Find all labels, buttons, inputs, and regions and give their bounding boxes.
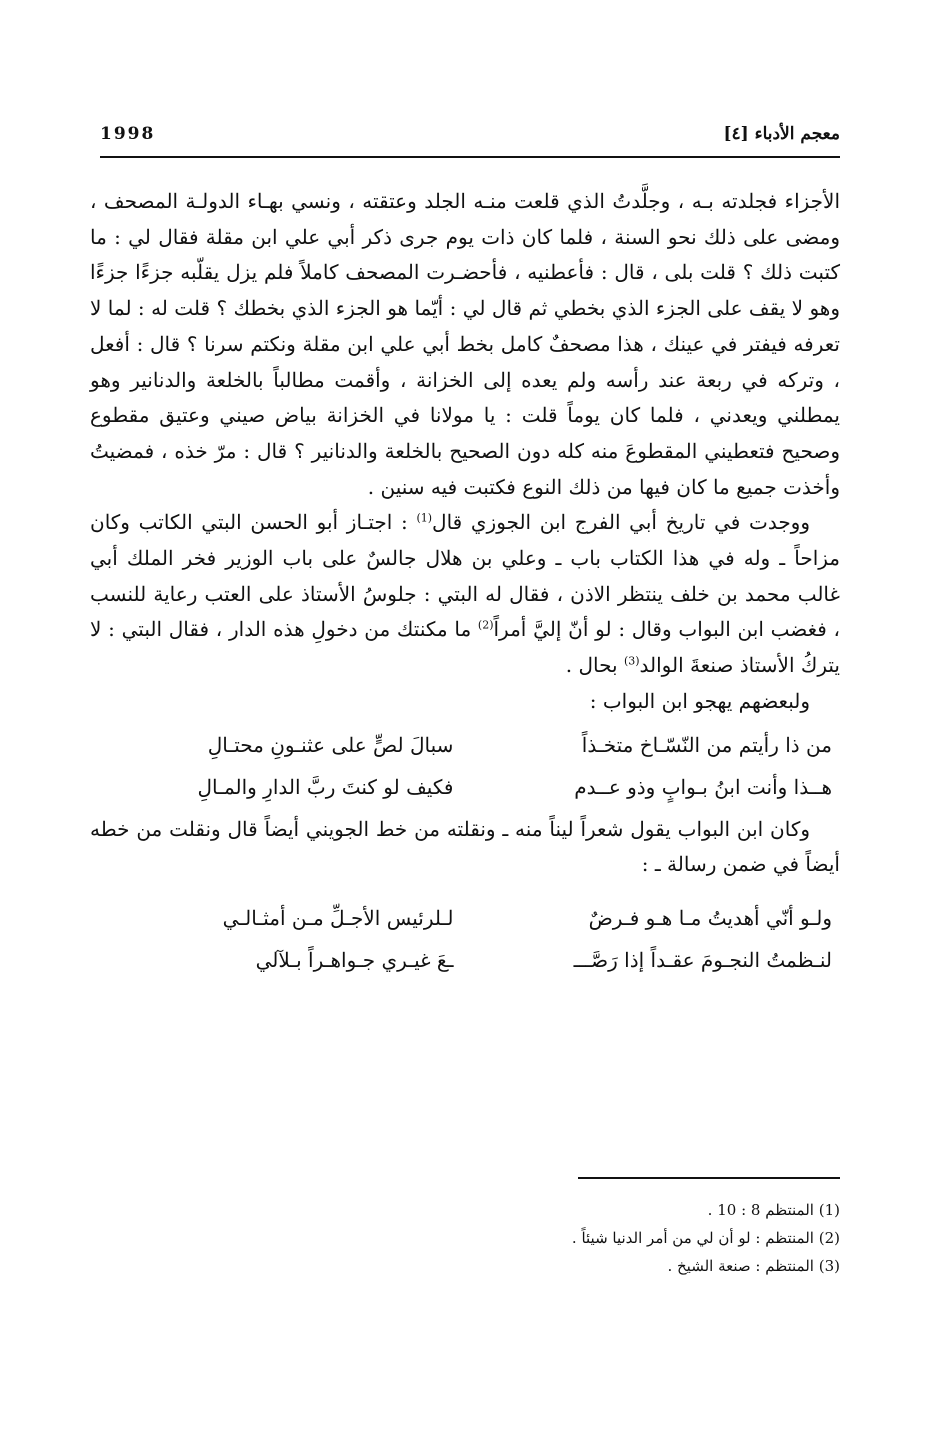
footnote-ref-2: (2) xyxy=(477,618,494,632)
verse-second-hemistich: فكيف لو كنتَ ربَّ الدارِ والمـالِ xyxy=(197,774,454,799)
header-rule xyxy=(100,156,840,158)
footnote-ref-1: (1) xyxy=(416,511,433,525)
running-title: معجم الأدباء [٤] xyxy=(723,124,840,144)
paragraph-2 xyxy=(90,505,840,684)
paragraph-2-part-b: : اجتـاز أبو الحسن البتي الكاتب وكان مزاحاً ـ وله في هذا الكتاب باب ـ وعلي بن هلال جالسٌ على باب الوزير فخر الملك أبي غالب محمد بن خلف ينتظر الاذن ، فقال له البتي : جلوسُ الأستاذ على العتب رعاية للنسب ، فغضب ابن البواب وقال : لو أنّ إليَّ أمراً xyxy=(90,510,841,642)
page-number: 1998 xyxy=(100,124,156,144)
paragraph-2-part-c: ما مكنتك من دخولِ هذه الدار ، فقال البتي : لا يتركُ الأستاذ صنعةَ الوالد xyxy=(90,617,840,678)
paragraph-2-part-a: ووجدت في تاريخ أبي الفرج ابن الجوزي قال xyxy=(432,510,811,535)
paragraph-4: وكان ابن البواب يقول شعراً ليناً منه ـ ونقلته من خط الجويني أيضاً قال ونقلت من خطه أيضاً في ضمن رسالة ـ : xyxy=(90,816,840,877)
verse-first-hemistich: من ذا رأيتم من النّسّـاخ متخـذاً xyxy=(581,732,832,757)
footnote-rule xyxy=(578,1177,840,1179)
paragraph-3: ولبعضهم يهجو ابن البواب : xyxy=(589,688,810,713)
paragraph-1: الأجزاء فجلدته بـه ، وجلَّدتُ الذي قلعت منـه الجلد وعتقته ، ونسي بهـاء الدولـة المصحف ، ومضى على ذلك نحو السنة ، فلما كان ذات يوم جرى ذكر أبي علي ابن مقلة فقال لي : ما كتبت ذلك ؟ قلت بلى ، قال : فأعطنيه ، فأحضـرت المصحف كاملاً فلم يزل يقلّبه جزءًا جزءًا وهو لا يقف على الجزء الذي بخطي ثم قال لي : أيّما هو الجزء الذي بخطك ؟ قلت له : لما لا تعرفه فيفتر في عينك ، هذا مصحفٌ كامل بخط أبي علي ابن مقلة ونكتم سرنا ؟ قال : أفعل ، وتركه في ربعة عند رأسه ولم يعده إلى الخزانة ، وأقمت مطالباً بالخلعة والدنانير وهو يمطلني ويعدني ، فلما كان يوماً قلت : يا مولانا في الخزانة بياض صيني وعتيق مقطوع وصحيح فتعطيني المقطوعَ منه كله دون الصحيح بالخلعة والدنانير ؟ قال : مرّ خذه ، فمضيتُ وأخذت جميع ما كان فيها من ذلك النوع فكتبت فيه سنين . xyxy=(90,189,840,499)
footnote-ref-3: (3) xyxy=(623,654,640,668)
verse-first-hemistich: ولـو أنّي أهديتُ مـا هـو فـرضٌ xyxy=(588,905,832,930)
footnotes xyxy=(340,1196,840,1280)
verse-first-hemistich: لنـظمتُ النجـومَ عقـداً إذا رَصَّـــ xyxy=(573,947,832,972)
verse-second-hemistich: سبالَ لصٍّ على عثنـونِ محتـالِ xyxy=(207,732,454,757)
verse-second-hemistich: ـعَ غيـري جـواهـراً بـلآلي xyxy=(255,947,454,972)
verse-line xyxy=(90,897,840,939)
main-text xyxy=(90,184,840,985)
footnote-2: (2) المنتظم : لو أن لي من أمر الدنيا شيئاً . xyxy=(571,1229,840,1247)
footnote-1: (1) المنتظم 8 : 10 . xyxy=(707,1201,840,1219)
footnote-3: (3) المنتظم : صنعة الشيخ . xyxy=(667,1257,840,1275)
verse-line xyxy=(90,766,840,808)
verse-line xyxy=(90,724,840,766)
verse-first-hemistich: هــذا وأنت ابنُ بـوابٍ وذو عــدم xyxy=(574,774,832,799)
paragraph-2-part-d: بحال . xyxy=(565,653,624,678)
verse-line xyxy=(90,939,840,981)
poem-1 xyxy=(90,724,840,808)
poem-2 xyxy=(90,897,840,981)
verse-second-hemistich: لـلرئيس الأجـلِّ مـن أمثـالـي xyxy=(222,905,454,930)
page-header xyxy=(100,118,840,158)
